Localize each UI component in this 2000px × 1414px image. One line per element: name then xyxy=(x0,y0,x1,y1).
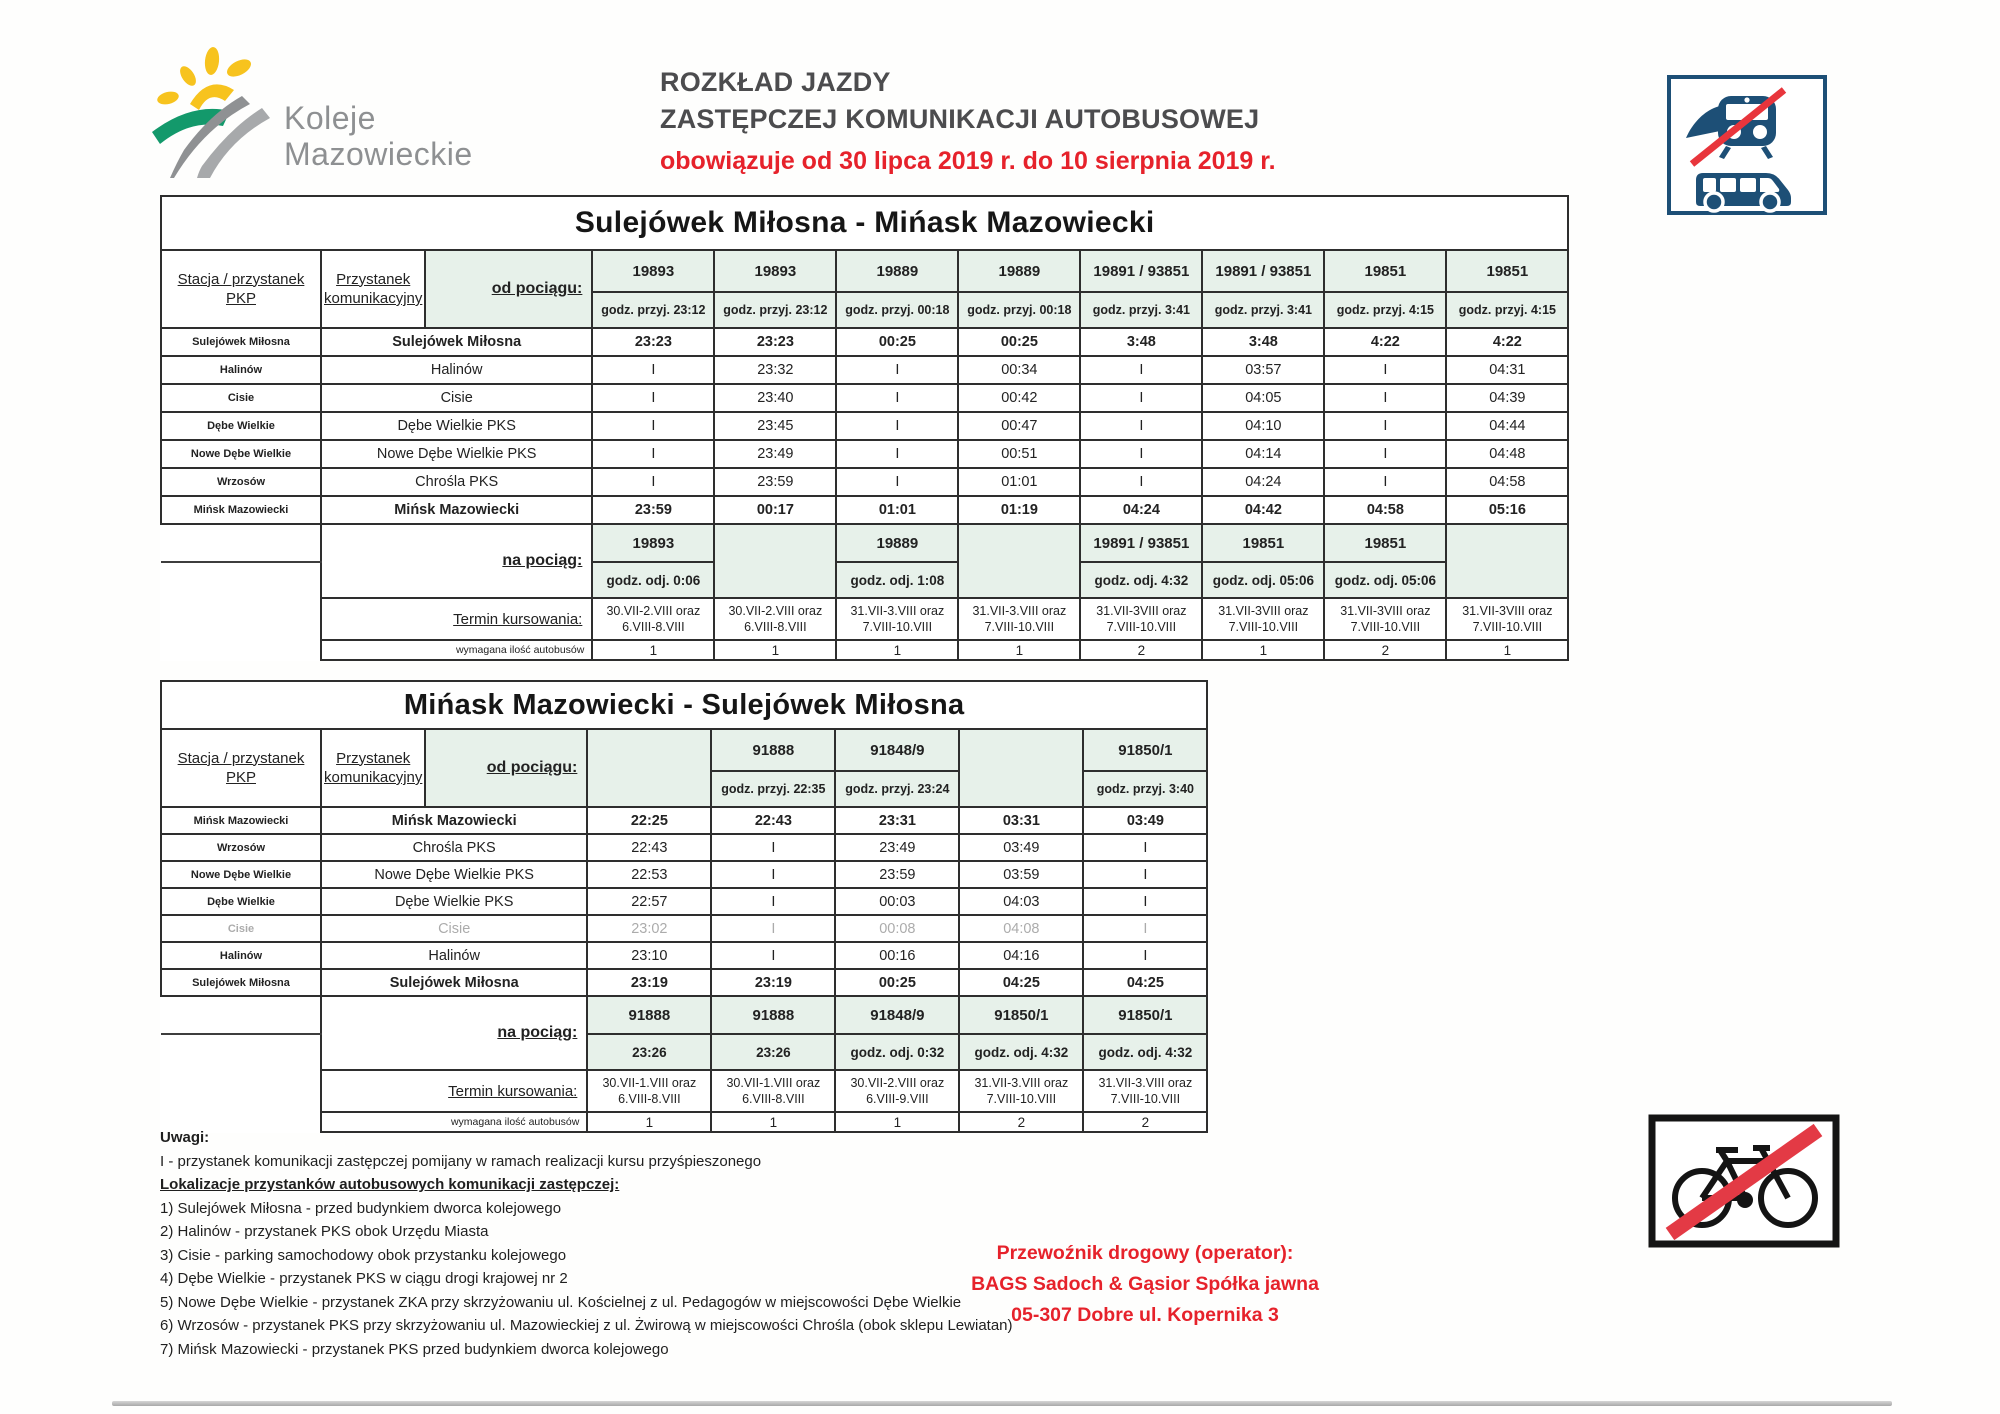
arrival-time: godz. przyj. 3:41 xyxy=(1202,292,1324,328)
time-cell: 00:42 xyxy=(958,384,1080,412)
train-number: 19893 xyxy=(592,250,714,292)
required-buses-count: 1 xyxy=(958,640,1080,660)
arrival-time: godz. przyj. 00:18 xyxy=(958,292,1080,328)
required-buses-label: wymagana ilość autobusów xyxy=(321,1112,587,1132)
time-cell: 05:16 xyxy=(1446,496,1568,524)
arrival-time: godz. przyj. 3:40 xyxy=(1083,771,1207,807)
stop-name: Halinów xyxy=(321,356,592,384)
to-train-number: 19851 xyxy=(1202,524,1324,562)
stop-column-header: Przystanek komunikacyjny xyxy=(321,729,425,807)
time-cell: 3:48 xyxy=(1202,328,1324,356)
station-row xyxy=(161,942,1207,969)
required-buses-count: 2 xyxy=(1083,1112,1207,1132)
time-cell: I xyxy=(1324,384,1446,412)
departure-time: godz. odj. 4:32 xyxy=(1083,1034,1207,1070)
time-cell: 23:59 xyxy=(835,861,959,888)
arrival-time: godz. przyj. 4:15 xyxy=(1446,292,1568,328)
time-cell: I xyxy=(592,468,714,496)
time-cell: I xyxy=(1324,412,1446,440)
service-period-cell: 30.VII-2.VIII oraz 6.VIII-8.VIII xyxy=(592,598,714,640)
operator-line1: Przewoźnik drogowy (operator): xyxy=(996,1242,1294,1264)
train-number: 19889 xyxy=(958,250,1080,292)
time-cell: I xyxy=(1080,468,1202,496)
time-cell: I xyxy=(1080,440,1202,468)
time-cell: 04:44 xyxy=(1446,412,1568,440)
station-row xyxy=(161,328,1568,356)
time-cell: 23:32 xyxy=(714,356,836,384)
arrival-time: godz. przyj. 23:12 xyxy=(714,292,836,328)
time-cell: I xyxy=(592,356,714,384)
spacer-cell xyxy=(161,640,321,660)
document-header xyxy=(660,64,1276,176)
time-cell: 04:39 xyxy=(1446,384,1568,412)
required-buses-count: 1 xyxy=(1446,640,1568,660)
service-period-cell: 31.VII-3.VIII oraz 7.VIII-10.VIII xyxy=(1083,1070,1207,1112)
train-number-row xyxy=(161,250,1568,292)
time-cell: 22:43 xyxy=(587,834,711,861)
station-name: Dębe Wielkie xyxy=(161,412,321,440)
skip-stop-note: I - przystanek komunikacji zastępczej pomijany w ramach realizacji kursu przyśpieszonego xyxy=(160,1152,762,1170)
operator-line2: BAGS Sadoch & Gąsior Spółka jawna xyxy=(971,1272,1319,1295)
time-cell: I xyxy=(711,861,835,888)
stop-name: Chrośla PKS xyxy=(321,468,592,496)
time-cell: 23:19 xyxy=(711,969,835,996)
page-bottom-edge xyxy=(112,1401,1892,1406)
arrival-time: godz. przyj. 00:18 xyxy=(836,292,958,328)
station-row xyxy=(161,807,1207,834)
service-period-cell: 31.VII-3VIII oraz 7.VIII-10.VIII xyxy=(1324,598,1446,640)
time-cell: 00:25 xyxy=(958,328,1080,356)
station-column-header: Stacja / przystanek PKP xyxy=(161,729,321,807)
station-name: Sulejówek Miłosna xyxy=(161,328,321,356)
service-period-cell: 30.VII-2.VIII oraz 6.VIII-8.VIII xyxy=(714,598,836,640)
time-cell: I xyxy=(1083,915,1207,942)
koleje-mazowieckie-logo xyxy=(284,100,473,172)
empty-cell xyxy=(714,524,836,598)
time-cell: 01:01 xyxy=(836,496,958,524)
time-cell: 4:22 xyxy=(1324,328,1446,356)
time-cell: 23:23 xyxy=(592,328,714,356)
service-period-label: Termin kursowania: xyxy=(321,598,592,640)
spacer-cell xyxy=(161,1070,321,1112)
location-note: 5) Nowe Dębe Wielkie - przystanek ZKA przy skrzyżowaniu ul. Kościelnej z ul. Pedagogów w miejscowości Dębe Wielkie xyxy=(160,1293,962,1311)
table-title: Mińask Mazowiecki - Sulejówek Miłosna xyxy=(161,681,1207,729)
required-buses-count: 2 xyxy=(1080,640,1202,660)
time-cell: 00:03 xyxy=(835,888,959,915)
timetable-sulejowek-minsk xyxy=(160,195,1569,661)
to-train-number: 19893 xyxy=(592,524,714,562)
notes-heading: Uwagi: xyxy=(160,1129,210,1146)
from-train-label: od pociągu: xyxy=(425,729,587,807)
to-train-number: 19851 xyxy=(1324,524,1446,562)
station-name: Cisie xyxy=(161,384,321,412)
time-cell: 00:25 xyxy=(836,328,958,356)
location-note: 4) Dębe Wielkie - przystanek PKS w ciągu drogi krajowej nr 2 xyxy=(160,1270,568,1287)
time-cell: 03:57 xyxy=(1202,356,1324,384)
train-number: 91850/1 xyxy=(1083,729,1207,771)
to-train-number: 91848/9 xyxy=(835,996,959,1034)
table-title: Sulejówek Miłosna - Mińask Mazowiecki xyxy=(161,196,1568,250)
time-cell: 3:48 xyxy=(1080,328,1202,356)
page-title-line1: ROZKŁAD JAZDY xyxy=(660,67,891,97)
operator-info xyxy=(905,1238,1385,1330)
arrival-time: godz. przyj. 3:41 xyxy=(1080,292,1202,328)
required-buses-count: 1 xyxy=(835,1112,959,1132)
time-cell: I xyxy=(836,440,958,468)
time-cell: I xyxy=(711,942,835,969)
operator-line3: 05-307 Dobre ul. Kopernika 3 xyxy=(1011,1303,1279,1326)
required-buses-label: wymagana ilość autobusów xyxy=(321,640,592,660)
station-name: Nowe Dębe Wielkie xyxy=(161,861,321,888)
time-cell: 23:19 xyxy=(587,969,711,996)
train-number: 19891 / 93851 xyxy=(1080,250,1202,292)
time-cell: 00:25 xyxy=(835,969,959,996)
time-cell: 04:25 xyxy=(959,969,1083,996)
stop-name: Halinów xyxy=(321,942,587,969)
time-cell: 23:49 xyxy=(714,440,836,468)
time-cell: 04:24 xyxy=(1080,496,1202,524)
time-cell: 03:49 xyxy=(1083,807,1207,834)
station-name: Nowe Dębe Wielkie xyxy=(161,440,321,468)
to-train-number: 91888 xyxy=(587,996,711,1034)
to-train-number: 19891 / 93851 xyxy=(1080,524,1202,562)
time-cell: I xyxy=(836,356,958,384)
timetable-minsk-sulejowek xyxy=(160,680,1208,1133)
time-cell: 23:49 xyxy=(835,834,959,861)
time-cell: I xyxy=(711,888,835,915)
time-cell: 00:34 xyxy=(958,356,1080,384)
service-period-row xyxy=(161,598,1568,640)
service-period-cell: 31.VII-3VIII oraz 7.VIII-10.VIII xyxy=(1446,598,1568,640)
station-row xyxy=(161,496,1568,524)
time-cell: 04:16 xyxy=(959,942,1083,969)
station-name: Mińsk Mazowiecki xyxy=(161,496,321,524)
time-cell: I xyxy=(1080,356,1202,384)
stop-name: Dębe Wielkie PKS xyxy=(321,888,587,915)
locations-heading: Lokalizacje przystanków autobusowych komunikacji zastępczej: xyxy=(160,1176,620,1193)
location-note: 3) Cisie - parking samochodowy obok przystanku kolejowego xyxy=(160,1246,567,1264)
station-row xyxy=(161,834,1207,861)
station-name: Sulejówek Miłosna xyxy=(161,969,321,996)
notes-section xyxy=(160,1126,1013,1361)
time-cell: I xyxy=(1080,412,1202,440)
time-cell: 04:31 xyxy=(1446,356,1568,384)
time-cell: I xyxy=(1324,356,1446,384)
service-period-cell: 31.VII-3VIII oraz 7.VIII-10.VIII xyxy=(1202,598,1324,640)
time-cell: I xyxy=(836,468,958,496)
time-cell: I xyxy=(711,834,835,861)
service-period-cell: 31.VII-3.VIII oraz 7.VIII-10.VIII xyxy=(958,598,1080,640)
time-cell: 04:14 xyxy=(1202,440,1324,468)
logo-line2: Mazowieckie xyxy=(284,136,473,173)
time-cell: 22:25 xyxy=(587,807,711,834)
empty-cell xyxy=(1446,524,1568,598)
page-title-line2: ZASTĘPCZEJ KOMUNIKACJI AUTOBUSOWEJ xyxy=(660,104,1260,135)
time-cell: 04:25 xyxy=(1083,969,1207,996)
station-column-header: Stacja / przystanek PKP xyxy=(161,250,321,328)
table-title-row xyxy=(161,681,1207,729)
location-note: 6) Wrzosów - przystanek PKS przy skrzyżowaniu ul. Mazowieckiej z ul. Żwirową w miejscowości Chrośla (obok sklepu Lewiatan) xyxy=(160,1317,1013,1334)
departure-time: godz. odj. 0:06 xyxy=(592,562,714,598)
time-cell: I xyxy=(1083,942,1207,969)
time-cell: 23:40 xyxy=(714,384,836,412)
service-period-cell: 30.VII-1.VIII oraz 6.VIII-8.VIII xyxy=(587,1070,711,1112)
train-number: 19851 xyxy=(1446,250,1568,292)
location-note: 2) Halinów - przystanek PKS obok Urzędu Miasta xyxy=(160,1223,489,1240)
station-row xyxy=(161,440,1568,468)
train-number-row xyxy=(161,729,1207,771)
location-note: 1) Sulejówek Miłosna - przed budynkiem dworca kolejowego xyxy=(160,1199,562,1217)
departure-time: godz. odj. 05:06 xyxy=(1324,562,1446,598)
to-train-number-row xyxy=(161,524,1568,562)
time-cell: I xyxy=(836,384,958,412)
station-name: Wrzosów xyxy=(161,834,321,861)
to-train-number: 91888 xyxy=(711,996,835,1034)
no-train-use-bus-icon xyxy=(1666,74,1828,216)
required-buses-count: 1 xyxy=(711,1112,835,1132)
required-buses-count: 2 xyxy=(1324,640,1446,660)
time-cell: 23:59 xyxy=(714,468,836,496)
time-cell: I xyxy=(711,915,835,942)
logo-line1: Koleje xyxy=(284,100,376,136)
spacer-cell xyxy=(161,996,321,1034)
required-buses-count: 1 xyxy=(592,640,714,660)
stop-name: Cisie xyxy=(321,915,587,942)
service-period-label: Termin kursowania: xyxy=(321,1070,587,1112)
station-name: Halinów xyxy=(161,356,321,384)
service-period-cell: 30.VII-2.VIII oraz 6.VIII-9.VIII xyxy=(835,1070,959,1112)
station-row xyxy=(161,468,1568,496)
time-cell: 04:08 xyxy=(959,915,1083,942)
spacer-cell xyxy=(161,524,321,562)
no-bicycles-icon xyxy=(1648,1114,1840,1248)
time-cell: 04:58 xyxy=(1324,496,1446,524)
required-buses-count: 1 xyxy=(836,640,958,660)
stop-name: Chrośla PKS xyxy=(321,834,587,861)
stop-name: Sulejówek Miłosna xyxy=(321,969,587,996)
time-cell: 23:02 xyxy=(587,915,711,942)
time-cell: I xyxy=(1324,468,1446,496)
time-cell: 01:19 xyxy=(958,496,1080,524)
service-period-cell: 30.VII-1.VIII oraz 6.VIII-8.VIII xyxy=(711,1070,835,1112)
time-cell: 22:53 xyxy=(587,861,711,888)
location-note: 7) Mińsk Mazowiecki - przystanek PKS przed budynkiem dworca kolejowego xyxy=(160,1340,669,1358)
time-cell: 01:01 xyxy=(958,468,1080,496)
to-train-label: na pociąg: xyxy=(321,524,592,598)
time-cell: 03:49 xyxy=(959,834,1083,861)
departure-time: godz. odj. 0:32 xyxy=(835,1034,959,1070)
location-notes-list xyxy=(160,1197,1013,1362)
required-buses-count: 2 xyxy=(959,1112,1083,1132)
train-number: 91888 xyxy=(711,729,835,771)
time-cell: 00:08 xyxy=(835,915,959,942)
time-cell: 04:24 xyxy=(1202,468,1324,496)
to-train-number: 19889 xyxy=(836,524,958,562)
time-cell: 04:48 xyxy=(1446,440,1568,468)
departure-time: 23:26 xyxy=(587,1034,711,1070)
to-train-number-row xyxy=(161,996,1207,1034)
time-cell: 04:58 xyxy=(1446,468,1568,496)
empty-header-cell xyxy=(959,729,1083,807)
time-cell: 23:45 xyxy=(714,412,836,440)
spacer-cell xyxy=(161,1034,321,1070)
time-cell: I xyxy=(836,412,958,440)
stop-name: Mińsk Mazowiecki xyxy=(321,496,592,524)
service-period-cell: 31.VII-3.VIII oraz 7.VIII-10.VIII xyxy=(836,598,958,640)
arrival-time: godz. przyj. 23:24 xyxy=(835,771,959,807)
to-train-number: 91850/1 xyxy=(1083,996,1207,1034)
stop-name: Cisie xyxy=(321,384,592,412)
train-number: 19889 xyxy=(836,250,958,292)
time-cell: I xyxy=(1083,834,1207,861)
service-period-row xyxy=(161,1070,1207,1112)
service-period-cell: 31.VII-3VIII oraz 7.VIII-10.VIII xyxy=(1080,598,1202,640)
station-name: Wrzosów xyxy=(161,468,321,496)
time-cell: I xyxy=(592,440,714,468)
time-cell: 22:43 xyxy=(711,807,835,834)
required-buses-count: 1 xyxy=(587,1112,711,1132)
station-name: Cisie xyxy=(161,915,321,942)
time-cell: 04:03 xyxy=(959,888,1083,915)
train-number: 19893 xyxy=(714,250,836,292)
time-cell: I xyxy=(592,384,714,412)
time-cell: 23:10 xyxy=(587,942,711,969)
required-buses-count: 1 xyxy=(1202,640,1324,660)
table-title-row xyxy=(161,196,1568,250)
station-row xyxy=(161,412,1568,440)
time-cell: I xyxy=(592,412,714,440)
arrival-time: godz. przyj. 4:15 xyxy=(1324,292,1446,328)
departure-time: godz. odj. 1:08 xyxy=(836,562,958,598)
to-train-number: 91850/1 xyxy=(959,996,1083,1034)
stop-name: Nowe Dębe Wielkie PKS xyxy=(321,440,592,468)
time-cell: 04:05 xyxy=(1202,384,1324,412)
departure-time: godz. odj. 4:32 xyxy=(1080,562,1202,598)
station-row xyxy=(161,969,1207,996)
time-cell: 04:42 xyxy=(1202,496,1324,524)
from-train-label: od pociągu: xyxy=(425,250,592,328)
empty-cell xyxy=(958,524,1080,598)
spacer-cell xyxy=(161,562,321,598)
train-number: 19891 / 93851 xyxy=(1202,250,1324,292)
station-name: Halinów xyxy=(161,942,321,969)
spacer-cell xyxy=(161,598,321,640)
station-row xyxy=(161,356,1568,384)
sun-road-icon xyxy=(146,44,296,178)
stop-column-header: Przystanek komunikacyjny xyxy=(321,250,425,328)
departure-time: godz. odj. 05:06 xyxy=(1202,562,1324,598)
station-row xyxy=(161,384,1568,412)
time-cell: I xyxy=(1080,384,1202,412)
stop-name: Sulejówek Miłosna xyxy=(321,328,592,356)
time-cell: 03:31 xyxy=(959,807,1083,834)
required-buses-row xyxy=(161,640,1568,660)
time-cell: 03:59 xyxy=(959,861,1083,888)
stop-name: Dębe Wielkie PKS xyxy=(321,412,592,440)
time-cell: 00:47 xyxy=(958,412,1080,440)
empty-header-cell xyxy=(587,729,711,807)
time-cell: 00:16 xyxy=(835,942,959,969)
time-cell: 23:31 xyxy=(835,807,959,834)
stop-name: Mińsk Mazowiecki xyxy=(321,807,587,834)
time-cell: 22:57 xyxy=(587,888,711,915)
station-row xyxy=(161,888,1207,915)
time-cell: I xyxy=(1083,888,1207,915)
time-cell: 23:59 xyxy=(592,496,714,524)
time-cell: I xyxy=(1324,440,1446,468)
train-number: 91848/9 xyxy=(835,729,959,771)
departure-time: godz. odj. 4:32 xyxy=(959,1034,1083,1070)
arrival-time: godz. przyj. 23:12 xyxy=(592,292,714,328)
time-cell: 4:22 xyxy=(1446,328,1568,356)
validity-period: obowiązuje od 30 lipca 2019 r. do 10 sierpnia 2019 r. xyxy=(660,146,1276,175)
required-buses-count: 1 xyxy=(714,640,836,660)
time-cell: 00:17 xyxy=(714,496,836,524)
arrival-time: godz. przyj. 22:35 xyxy=(711,771,835,807)
train-number: 19851 xyxy=(1324,250,1446,292)
service-period-cell: 31.VII-3.VIII oraz 7.VIII-10.VIII xyxy=(959,1070,1083,1112)
departure-time-row xyxy=(161,1034,1207,1070)
time-cell: 23:23 xyxy=(714,328,836,356)
station-row xyxy=(161,915,1207,942)
time-cell: 04:10 xyxy=(1202,412,1324,440)
stop-name: Nowe Dębe Wielkie PKS xyxy=(321,861,587,888)
station-row xyxy=(161,861,1207,888)
to-train-label: na pociąg: xyxy=(321,996,587,1070)
time-cell: I xyxy=(1083,861,1207,888)
departure-time: 23:26 xyxy=(711,1034,835,1070)
station-name: Mińsk Mazowiecki xyxy=(161,807,321,834)
station-name: Dębe Wielkie xyxy=(161,888,321,915)
time-cell: 00:51 xyxy=(958,440,1080,468)
